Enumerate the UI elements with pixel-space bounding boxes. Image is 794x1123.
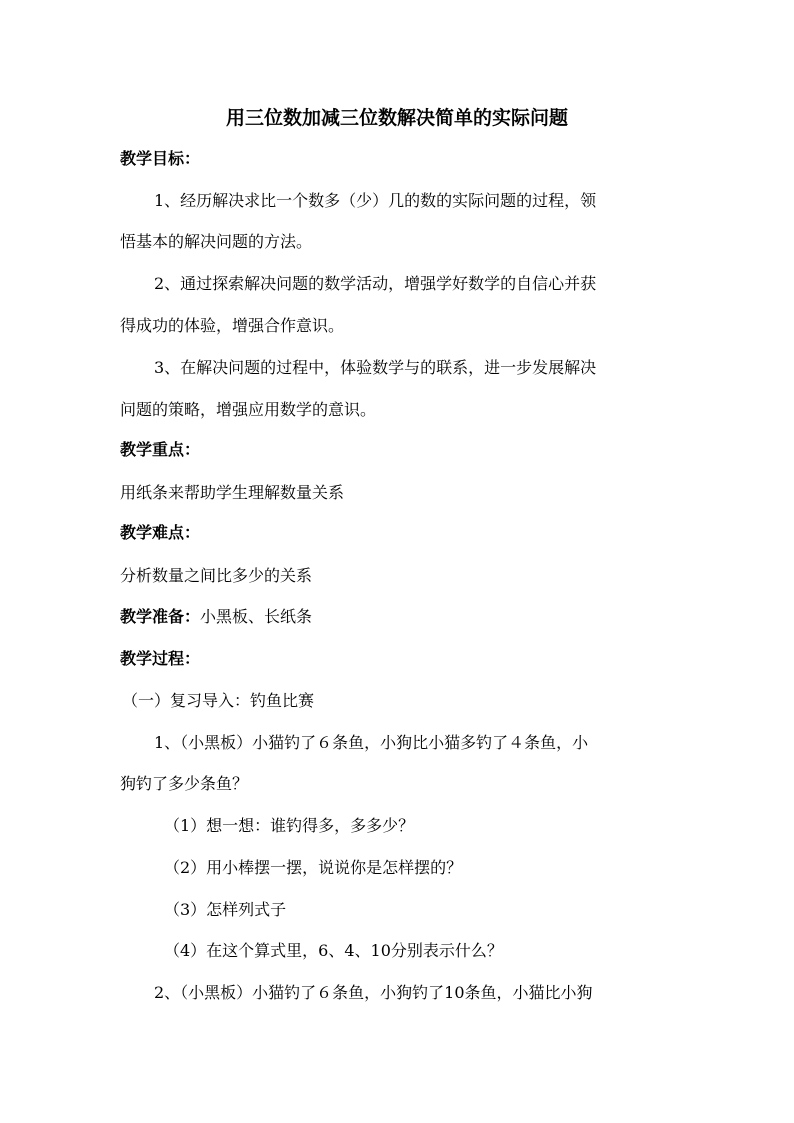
- sub-question-1: （1）想一想：谁钓得多，多多少？: [164, 816, 415, 835]
- key-point-text: 用纸条来帮助学生理解数量关系: [120, 483, 345, 502]
- process-heading: 教学过程：: [120, 649, 201, 668]
- preparation-line: [120, 605, 680, 629]
- difficulty-heading: 教学难点：: [120, 523, 201, 542]
- goal-1-line-1: 1、经历解决求比一个数多（少）几的数的实际问题的过程，领: [154, 191, 597, 210]
- question-1-line-1: 1、（小黑板）小猫钓了６条鱼，小狗比小猫多钓了４条鱼，小: [154, 733, 589, 752]
- question-1-line-2: 狗钓了多少条鱼？: [120, 774, 249, 793]
- key-point-heading: 教学重点：: [120, 440, 201, 459]
- goal-3-line-2: 问题的策略，增强应用数学的意识。: [120, 400, 377, 419]
- preparation-heading: 教学准备：: [120, 607, 201, 626]
- difficulty-text: 分析数量之间比多少的关系: [120, 566, 313, 585]
- process-section-1: （一）复习导入：钓鱼比赛: [122, 691, 315, 710]
- goal-1-line-2: 悟基本的解决问题的方法。: [120, 232, 313, 251]
- goal-3-line-1: 3、在解决问题的过程中，体验数学与的联系，进一步发展解决: [154, 358, 597, 377]
- page-title: 用三位数加减三位数解决简单的实际问题: [225, 107, 568, 129]
- preparation-text: 小黑板、长纸条: [200, 607, 313, 626]
- sub-question-4: （4）在这个算式里，6、4、10分别表示什么？: [164, 941, 503, 960]
- sub-question-2: （2）用小棒摆一摆，说说你是怎样摆的？: [164, 858, 463, 877]
- sub-question-3: （3）怎样列式子: [164, 900, 287, 919]
- goals-heading: 教学目标：: [120, 149, 201, 168]
- question-2-line-1: 2、（小黑板）小猫钓了６条鱼，小狗钓了10条鱼，小猫比小狗: [154, 983, 593, 1002]
- goal-2-line-1: 2、通过探索解决问题的数学活动，增强学好数学的自信心并获: [154, 274, 597, 293]
- goal-2-line-2: 得成功的体验，增强合作意识。: [120, 316, 345, 335]
